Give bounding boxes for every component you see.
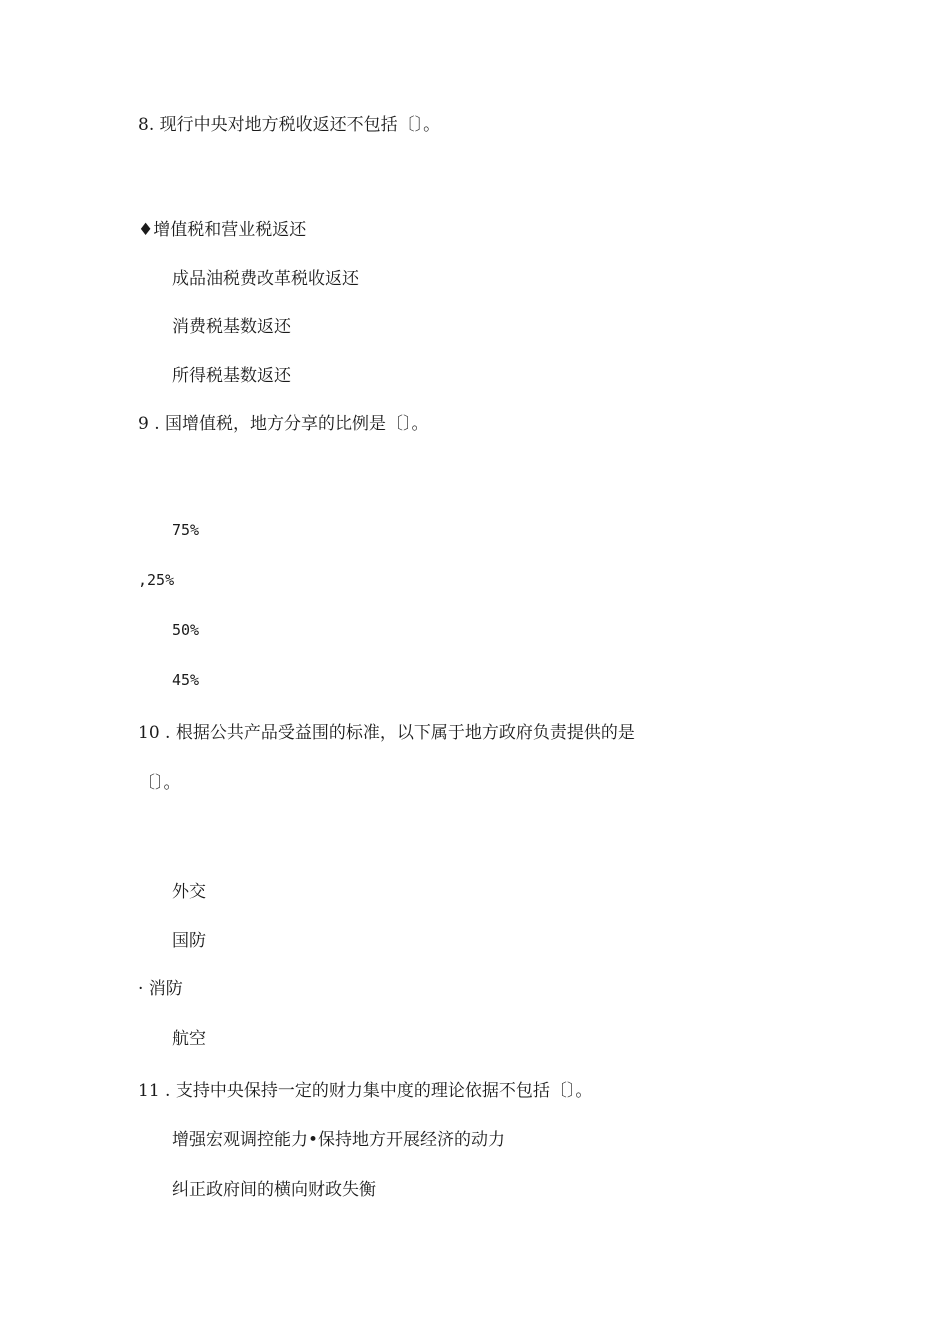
question-9-stem: 9 . 国增值税，地方分享的比例是〔〕。 — [138, 414, 429, 434]
question-10-option-c: · 消防 — [138, 979, 183, 999]
question-8-stem: 8. 现行中央对地方税收返还不包括〔〕。 — [138, 115, 441, 135]
question-10-option-b: 国防 — [172, 931, 206, 951]
question-9-option-d: 45% — [172, 671, 200, 689]
question-10-option-d: 航空 — [172, 1029, 206, 1049]
question-11-stem: 11 . 支持中央保持一定的财力集中度的理论依据不包括〔〕。 — [138, 1081, 593, 1101]
question-9-option-a: 75% — [172, 521, 200, 539]
question-9-option-b: ,25% — [138, 571, 175, 589]
question-10-option-a: 外交 — [172, 882, 206, 902]
question-8-option-c: 消费税基数返还 — [172, 317, 291, 337]
question-8-option-a: ♦增值税和营业税返还 — [138, 220, 307, 240]
question-11-option-b: 纠正政府间的横向财政失衡 — [172, 1180, 376, 1200]
question-8-option-b: 成品油税费改革税收返还 — [172, 269, 359, 289]
question-11-option-a: 增强宏观调控能力•保持地方开展经济的动力 — [172, 1130, 506, 1150]
question-10-stem: 10 . 根据公共产品受益围的标准，以下属于地方政府负责提供的是 — [138, 723, 635, 743]
question-9-option-c: 50% — [172, 621, 200, 639]
question-8-option-d: 所得税基数返还 — [172, 366, 291, 386]
question-10-stem-continuation: 〔〕。 — [138, 773, 181, 793]
